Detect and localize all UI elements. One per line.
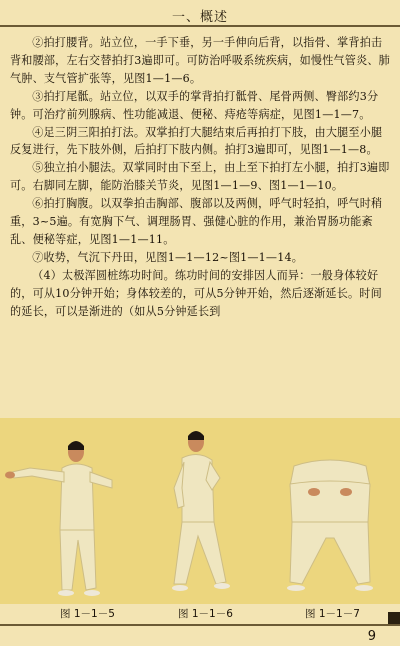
figure-1-1-5-photo: [0, 418, 140, 604]
page-number: 9: [367, 629, 376, 644]
figure-caption: 图 1－1－6: [178, 608, 233, 620]
header-rule: [0, 25, 400, 27]
paragraph: ④足三阴三阳拍打法。双掌拍打大腿结束后再拍打下肢，由大腿至小腿反复进行，先下肢外侧，后拍打下肢内侧。拍打3遍即可，见图1—1—8。: [10, 125, 383, 157]
figure-1-1-7-photo: [260, 418, 400, 604]
paragraph: ②拍打腰背。站立位，一手下垂，另一手伸向后背，以指骨、掌背拍击背和腰部，左右交替拍打3遍即可。可防治呼吸系统疾病，如慢性气管炎、肺气肿、支气管扩张等，见图1—1—6。: [10, 36, 390, 85]
practitioner-illustration: [140, 418, 260, 604]
figure-caption: 图 1－1－5: [60, 608, 115, 620]
margin-marker: [388, 612, 400, 624]
figure-caption: 图 1－1－7: [305, 608, 360, 620]
chapter-title: 一、概述: [171, 10, 228, 25]
footer-rule: [0, 624, 400, 626]
photo-strip: [0, 418, 400, 604]
paragraph: ⑥拍打胸腹。以双拳拍击胸部、腹部以及两侧，呼气时轻拍，呼气时稍重，3~5遍。有宽胸下气、调理肠胃、强健心脏的作用，兼治胃肠功能紊乱、便秘等症，见图1—1—11。: [10, 197, 383, 246]
body-text: [10, 34, 390, 321]
paragraph: ⑦收势，气沉下丹田，见图1—1—12~图1—1—14。: [32, 250, 304, 264]
running-header: [0, 0, 400, 36]
paragraph: （4）太极浑圆桩练功时间。练功时间的安排因人而异：一般身体较好的，可从10分钟开始；身体较差的，可从5分钟开始，然后逐渐延长。时间的延长，可以是渐进的（如从5分钟延长到: [10, 268, 382, 318]
practitioner-illustration: [260, 418, 400, 604]
paragraph: ⑤独立拍小腿法。双掌同时由下至上，由上至下拍打左小腿，拍打3遍即可。右脚同左脚，能防治膝关节炎，见图1—1—9、图1—1—10。: [10, 161, 390, 193]
practitioner-illustration: [0, 418, 140, 604]
paragraph: ③拍打尾骶。站立位，以双手的掌背拍打骶骨、尾骨两侧、臀部约3分钟。可治疗前列腺病、性功能减退、便秘、痔疮等病症，见图1—1—7。: [10, 89, 379, 121]
figure-1-1-6-photo: [140, 418, 260, 604]
